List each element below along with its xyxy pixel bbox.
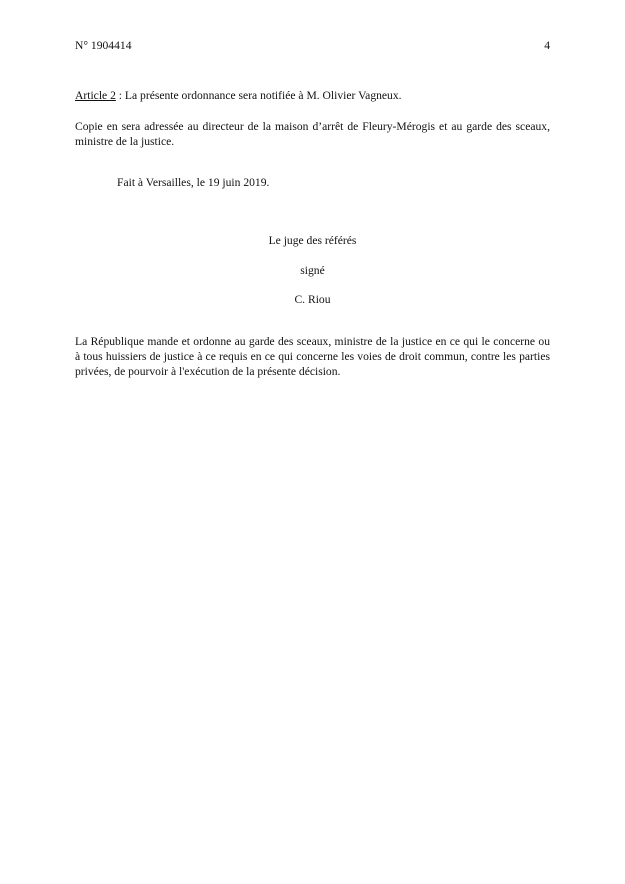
execution-formula: La République mande et ordonne au garde des sceaux, ministre de la justice en ce qui le concerne ou à tous huissiers de justice à ce requis en ce qui concerne les voies de droit commun, contre les parties privées, de pourvoir à l'exécution de la présente décision. [75,335,550,378]
article-text: : La présente ordonnance sera notifiée à M. Olivier Vagneux. [115,89,402,102]
place-date: Fait à Versailles, le 19 juin 2019. [117,176,270,189]
case-number: N° 1904414 [75,39,132,52]
copy-paragraph: Copie en sera adressée au directeur de la maison d’arrêt de Fleury-Mérogis et au garde des sceaux, ministre de la justice. [75,120,550,148]
page-number: 4 [544,39,550,52]
article-label: Article 2 [75,89,116,102]
signature-status: signé [300,264,325,277]
signature-role: Le juge des référés [268,234,357,247]
signature-name: C. Riou [294,293,331,306]
article-2-paragraph [75,88,550,103]
